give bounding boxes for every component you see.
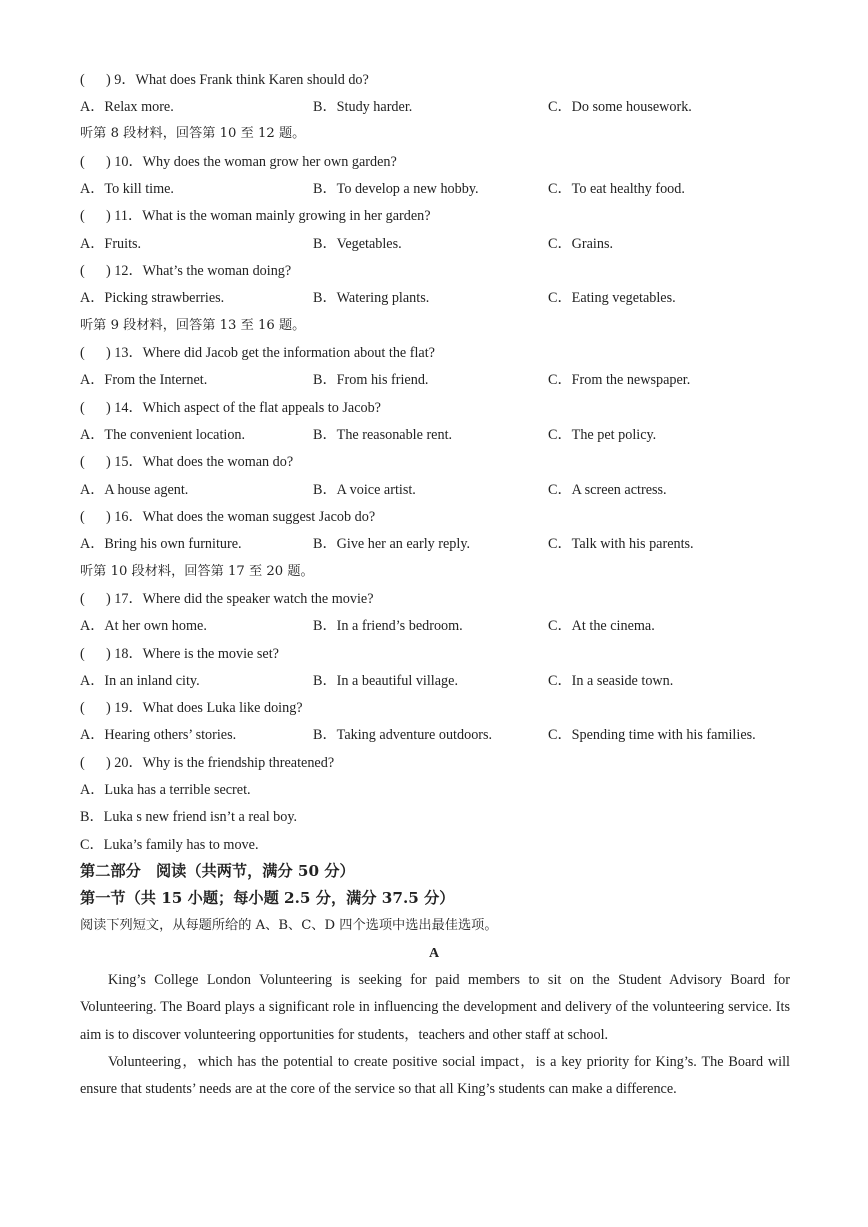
- q16-option-b: B．Give her an early reply.: [313, 536, 471, 552]
- section-instruction-8: 听第 8 段材料，回答第 10 至 12 题。: [80, 126, 306, 141]
- q20-option-c: C．Luka’s family has to move.: [80, 837, 259, 853]
- q20-option-a: A．Luka has a terrible secret.: [80, 782, 251, 798]
- q15-option-b: B．A voice artist.: [313, 482, 416, 498]
- q13-option-a: A．From the Internet.: [80, 372, 208, 388]
- question-11-stem: ( ) 11．What is the woman mainly growing in her garden?: [80, 208, 431, 224]
- q17-option-b: B．In a friend’s bedroom.: [313, 618, 463, 634]
- part-two-heading: 第二部分 阅读（共两节，满分 50 分）: [80, 862, 355, 880]
- passage-paragraph-1: King’s College London Volunteering is seeking for paid members to sit on the Student Advisory Board for Volunteering. The Board plays a significant role in influencing the development and delivery of the volunteering service. Its aim is to discover volunteering opportunities for students，teachers and other staff at school.: [80, 972, 790, 1043]
- q14-option-b: B．The reasonable rent.: [313, 427, 453, 443]
- q20-option-b: B．Luka s new friend isn’t a real boy.: [80, 809, 298, 825]
- q11-option-a: A．Fruits.: [80, 236, 142, 252]
- q19-option-b: B．Taking adventure outdoors.: [313, 727, 493, 743]
- q15-option-a: A．A house agent.: [80, 482, 189, 498]
- q18-option-c: C．In a seaside town.: [548, 673, 674, 689]
- q10-option-b: B．To develop a new hobby.: [313, 181, 479, 197]
- section-instruction-10: 听第 10 段材料，回答第 17 至 20 题。: [80, 564, 314, 579]
- question-18-stem: ( ) 18．Where is the movie set?: [80, 646, 279, 662]
- q13-option-b: B．From his friend.: [313, 372, 429, 388]
- question-9-stem: ( ) 9．What does Frank think Karen should do?: [80, 72, 369, 88]
- question-17-stem: ( ) 17．Where did the speaker watch the movie?: [80, 591, 374, 607]
- question-13-stem: ( ) 13．Where did Jacob get the information about the flat?: [80, 345, 435, 361]
- question-15-stem: ( ) 15．What does the woman do?: [80, 454, 294, 470]
- q18-option-a: A．In an inland city.: [80, 673, 200, 689]
- q13-option-c: C．From the newspaper.: [548, 372, 691, 388]
- section-one-heading: 第一节（共 15 小题；每小题 2.5 分，满分 37.5 分）: [80, 889, 455, 907]
- q17-option-c: C．At the cinema.: [548, 618, 655, 634]
- question-12-stem: ( ) 12．What’s the woman doing?: [80, 263, 292, 279]
- q16-option-c: C．Talk with his parents.: [548, 536, 694, 552]
- question-20-stem: ( ) 20．Why is the friendship threatened?: [80, 755, 335, 771]
- q19-option-c: C．Spending time with his families.: [548, 727, 756, 743]
- q14-option-c: C．The pet policy.: [548, 427, 657, 443]
- q9-option-b: B．Study harder.: [313, 99, 413, 115]
- q11-option-b: B．Vegetables.: [313, 236, 402, 252]
- q16-option-a: A．Bring his own furniture.: [80, 536, 242, 552]
- passage-paragraph-2: Volunteering，which has the potential to create positive social impact，is a key priority for King’s. The Board will ensure that students’ needs are at the core of the service so that all King’s students can make a difference.: [80, 1054, 790, 1098]
- q18-option-b: B．In a beautiful village.: [313, 673, 458, 689]
- q15-option-c: C．A screen actress.: [548, 482, 667, 498]
- question-16-stem: ( ) 16．What does the woman suggest Jacob do?: [80, 509, 376, 525]
- question-19-stem: ( ) 19．What does Luka like doing?: [80, 700, 303, 716]
- q12-option-c: C．Eating vegetables.: [548, 290, 676, 306]
- reading-instruction: 阅读下列短文，从每题所给的 A、B、C、D 四个选项中选出最佳选项。: [80, 918, 498, 933]
- q14-option-a: A．The convenient location.: [80, 427, 246, 443]
- q19-option-a: A．Hearing others’ stories.: [80, 727, 237, 743]
- q11-option-c: C．Grains.: [548, 236, 614, 252]
- q9-option-c: C．Do some housework.: [548, 99, 692, 115]
- passage-label: A: [428, 946, 440, 961]
- q10-option-a: A．To kill time.: [80, 181, 174, 197]
- question-10-stem: ( ) 10．Why does the woman grow her own garden?: [80, 154, 397, 170]
- q9-option-a: A．Relax more.: [80, 99, 174, 115]
- q12-option-a: A．Picking strawberries.: [80, 290, 225, 306]
- section-instruction-9: 听第 9 段材料，回答第 13 至 16 题。: [80, 318, 306, 333]
- question-14-stem: ( ) 14．Which aspect of the flat appeals to Jacob?: [80, 400, 381, 416]
- q10-option-c: C．To eat healthy food.: [548, 181, 685, 197]
- q17-option-a: A．At her own home.: [80, 618, 207, 634]
- q12-option-b: B．Watering plants.: [313, 290, 430, 306]
